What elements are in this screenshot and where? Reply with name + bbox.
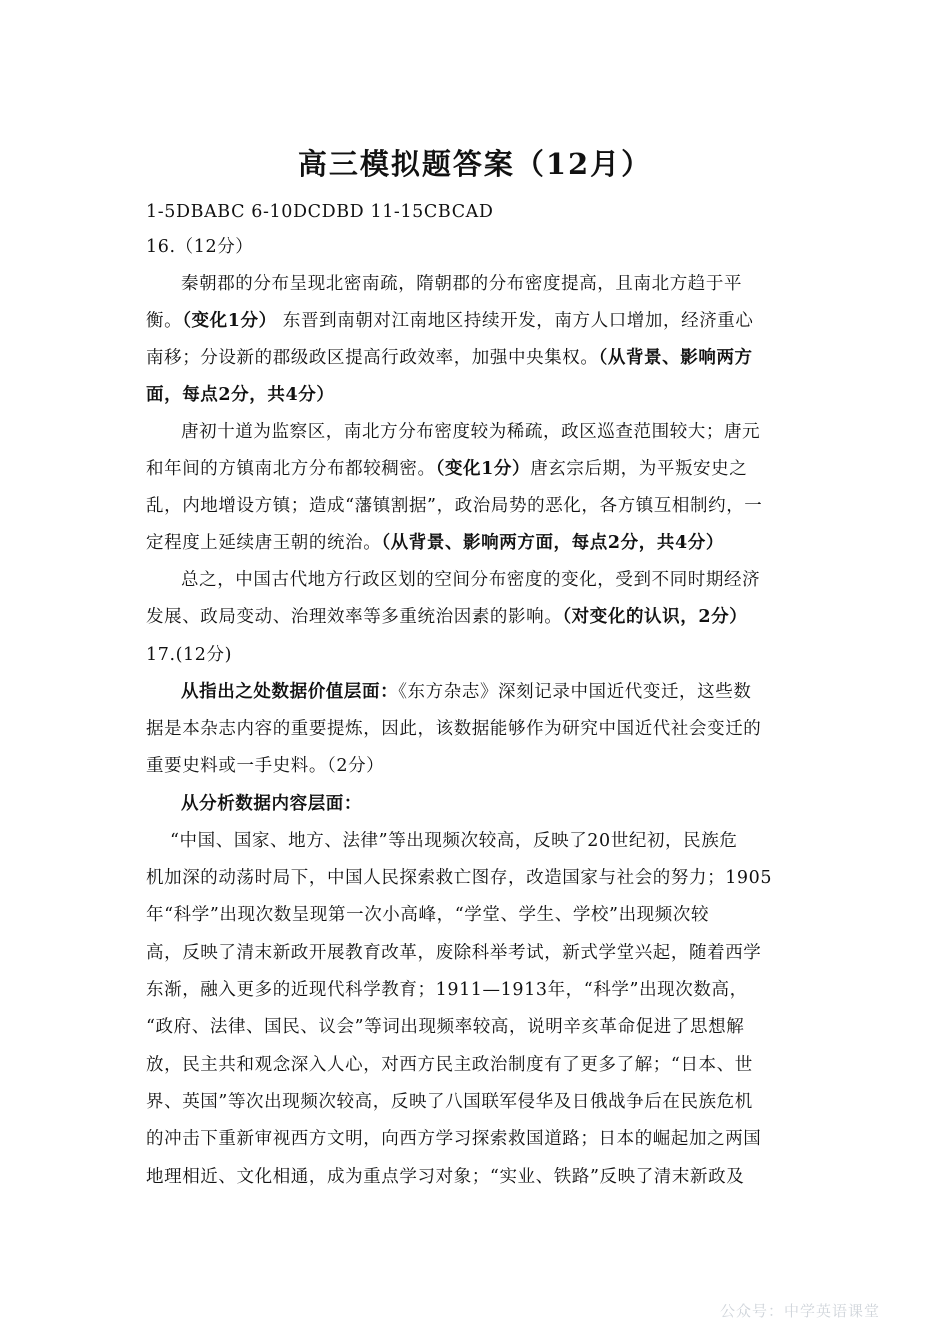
text-run: 南移；分设新的郡级政区提高行政效率，加强中央集权。 (146, 348, 599, 368)
q16-text-line (146, 531, 816, 555)
page-title: 高三模拟题答案（12月） (297, 147, 653, 181)
q16-text-line (146, 309, 816, 333)
q17-text-line: 东渐，融入更多的近现代科学教育；1911—1913年，“科学”出现次数高， (146, 980, 748, 1000)
score-note: 面，每点2分，共4分） (146, 385, 335, 405)
score-note: （从背景、影响两方面，每点2分，共4分） (381, 533, 724, 553)
text-run: 唐玄宗后期，为平叛安史之 (530, 459, 748, 479)
q16-text-line (146, 346, 816, 370)
watermark: 公众号：中学英语课堂 (719, 1302, 880, 1320)
text-run: 衡。 (146, 311, 183, 331)
q17-section-label (181, 792, 851, 816)
q16-text-line: 秦朝郡的分布呈现北密南疏，隋朝郡的分布密度提高，且南北方趋于平 (181, 274, 743, 294)
text-run: 东晋到南朝对江南地区持续开发，南方人口增加，经济重心 (276, 311, 754, 331)
q17-text-line: 机加深的动荡时局下，中国人民探索救亡图存，改造国家与社会的努力；1905 (146, 868, 773, 888)
section-label: 从指出之处数据价值层面： (181, 682, 399, 702)
q17-text-line (181, 680, 851, 704)
q17-heading: 17.(12分) (146, 645, 233, 665)
q16-text-line: 乱，内地增设方镇；造成“藩镇割据”，政治局势的恶化，各方镇互相制约，一 (146, 496, 763, 516)
q17-text-line: 据是本杂志内容的重要提炼，因此，该数据能够作为研究中国近代社会变迁的 (146, 719, 762, 739)
q16-text-line: 总之，中国古代地方行政区划的空间分布密度的变化，受到不同时期经济 (181, 570, 761, 590)
score-note: （变化1分） (435, 459, 531, 479)
score-note: （对变化的认识，2分） (562, 607, 748, 627)
score-note: （从背景、影响两方 (598, 348, 753, 368)
q17-text-line: “中国、国家、地方、法律”等出现频次较高，反映了20世纪初，民族危 (170, 831, 738, 851)
text-run: 定程度上延续唐王朝的统治。 (146, 533, 382, 553)
q17-text-line: 年“科学”出现次数呈现第一次小高峰，“学堂、学生、学校”出现频次较 (146, 905, 710, 925)
q17-text-line: “政府、法律、国民、议会”等词出现频率较高，说明辛亥革命促进了思想解 (146, 1017, 745, 1037)
q16-text-line (146, 605, 816, 629)
score-note: （变化1分） (182, 311, 277, 331)
q16-heading: 16.（12分） (146, 237, 254, 257)
mc-answers: 1-5DBABC 6-10DCDBD 11-15CBCAD (146, 202, 494, 222)
text-run: 《东方杂志》深刻记录中国近代变迁，这些数 (398, 682, 752, 702)
q17-text-line: 重要史料或一手史料。（2分） (146, 756, 385, 776)
text-run: 和年间的方镇南北方分布都较稠密。 (146, 459, 436, 479)
section-label: 从分析数据内容层面： (181, 794, 362, 814)
q17-text-line: 界、英国”等次出现频次较高，反映了八国联军侵华及日俄战争后在民族危机 (146, 1092, 753, 1112)
q17-text-line: 高，反映了清末新政开展教育改革，废除科举考试，新式学堂兴起，随着西学 (146, 943, 762, 963)
q16-text-line (146, 457, 816, 481)
q16-text-line: 唐初十道为监察区，南北方分布密度较为稀疏，政区巡查范围较大；唐元 (181, 422, 761, 442)
q17-text-line: 地理相近、文化相通，成为重点学习对象；“实业、铁路”反映了清末新政及 (146, 1167, 745, 1187)
q16-text-line (146, 383, 816, 407)
text-run: 发展、政局变动、治理效率等多重统治因素的影响。 (146, 607, 563, 627)
q17-text-line: 放，民主共和观念深入人心，对西方民主政治制度有了更多了解；“日本、世 (146, 1055, 753, 1075)
q17-text-line: 的冲击下重新审视西方文明，向西方学习探索救国道路；日本的崛起加之两国 (146, 1129, 762, 1149)
